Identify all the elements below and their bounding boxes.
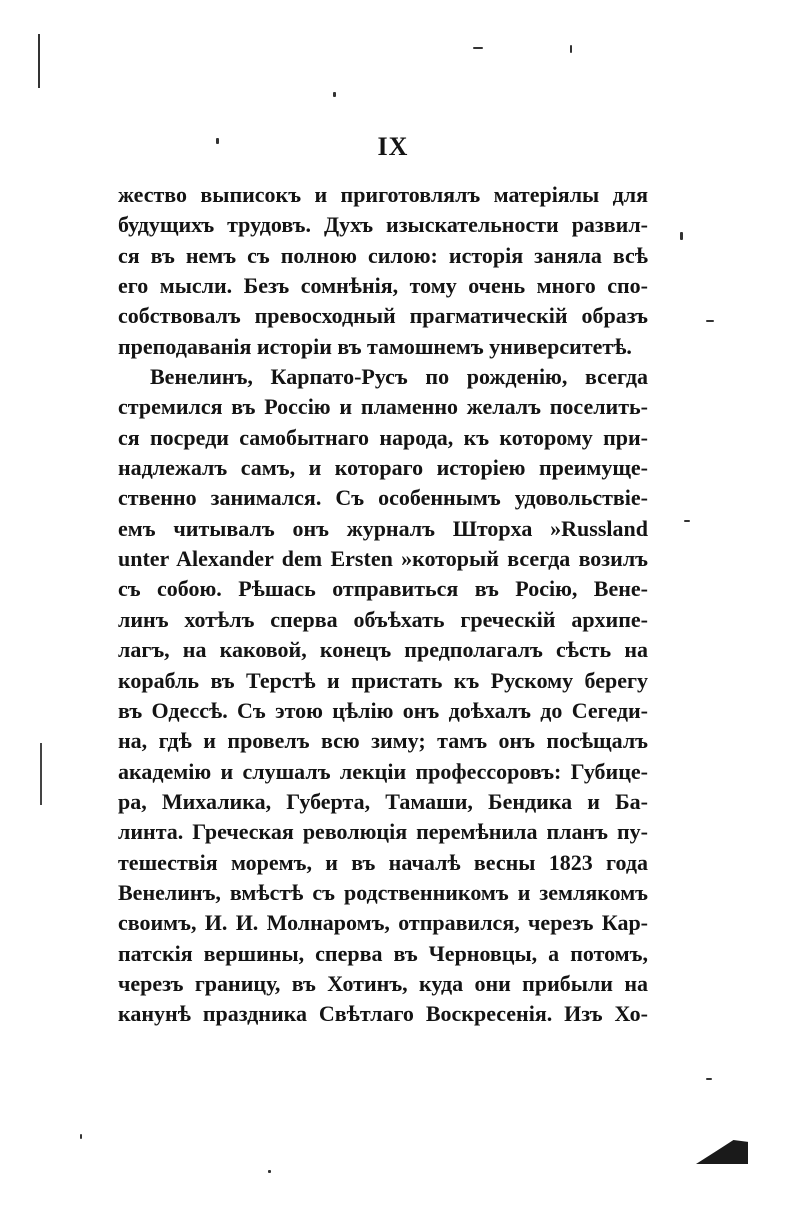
scan-speck [473, 47, 483, 49]
text-line: линта. Греческая революція перемѣнила планъ пу- [118, 819, 648, 845]
text-line: тешествія моремъ, и въ началѣ весны 1823 года [118, 849, 648, 875]
text-line: Венелинъ, Карпато-Русъ по рожденію, всегда [150, 364, 648, 390]
left-margin-mark [40, 743, 42, 805]
text-line: корабль въ Терстѣ и пристать къ Рускому берегу [118, 667, 648, 693]
text-line: unter Alexander dem Ersten »который всегда возилъ [118, 546, 648, 572]
text-line: преподаванія исторіи въ тамошнемъ университетѣ. [118, 333, 632, 359]
text-line: канунѣ праздника Свѣтлаго Воскресенія. Изъ Хо- [118, 1001, 648, 1027]
left-margin-rule [38, 34, 40, 88]
text-line: академію и слушалъ лекціи профессоровъ: Губице- [118, 758, 648, 784]
ink-blot [696, 1140, 748, 1164]
text-line: линъ хотѣлъ сперва объѣхать греческій архипе- [118, 606, 648, 632]
text-line: Венелинъ, вмѣстѣ съ родственникомъ и землякомъ [118, 879, 648, 905]
text-line: будущихъ трудовъ. Духъ изыскательности развил- [118, 212, 648, 238]
text-line: его мысли. Безъ сомнѣнія, тому очень много спо- [118, 273, 648, 299]
text-line: стремился въ Россію и пламенно желалъ поселить- [118, 394, 648, 420]
text-line: ся въ немъ съ полною силою: исторія заняла всѣ [118, 242, 648, 268]
text-line: лагъ, на каковой, конецъ предполагалъ сѣсть на [118, 637, 648, 663]
scan-speck [706, 320, 714, 322]
text-line: надлежалъ самъ, и котораго исторіею преимуще- [118, 455, 648, 481]
scan-speck [706, 1078, 712, 1080]
scan-speck [680, 232, 683, 240]
text-line: съ собою. Рѣшась отправиться въ Росію, Вене- [118, 576, 648, 602]
text-line: ственно занимался. Съ особеннымъ удовольствіе- [118, 485, 648, 511]
scan-speck [570, 45, 572, 53]
text-line: въ Одессѣ. Съ этою цѣлію онъ доѣхалъ до Сегеди- [118, 697, 648, 723]
text-line: своимъ, И. И. Молнаромъ, отправился, черезъ Кар- [118, 910, 648, 936]
text-line: патскія вершины, сперва въ Черновцы, а потомъ, [118, 940, 648, 966]
page-number: IX [377, 132, 409, 161]
body-text [118, 180, 648, 1030]
scan-speck [684, 520, 690, 522]
text-line: ся посреди самобытнаго народа, къ которому при- [118, 424, 648, 450]
text-line: на, гдѣ и провелъ всю зиму; тамъ онъ посѣщалъ [118, 728, 648, 754]
text-line: ра, Михалика, Губерта, Тамаши, Бендика и Ба- [118, 788, 648, 814]
scan-speck [80, 1134, 82, 1139]
scan-speck [268, 1170, 271, 1173]
text-line: черезъ границу, въ Хотинъ, куда они прибыли на [118, 970, 648, 996]
text-line: собствовалъ превосходный прагматическій образъ [118, 303, 648, 329]
text-line: жество выписокъ и приготовлялъ матеріялы для [118, 182, 648, 207]
text-line: емъ читывалъ онъ журналъ Шторха »Russland [118, 515, 648, 541]
scan-speck [333, 92, 336, 97]
